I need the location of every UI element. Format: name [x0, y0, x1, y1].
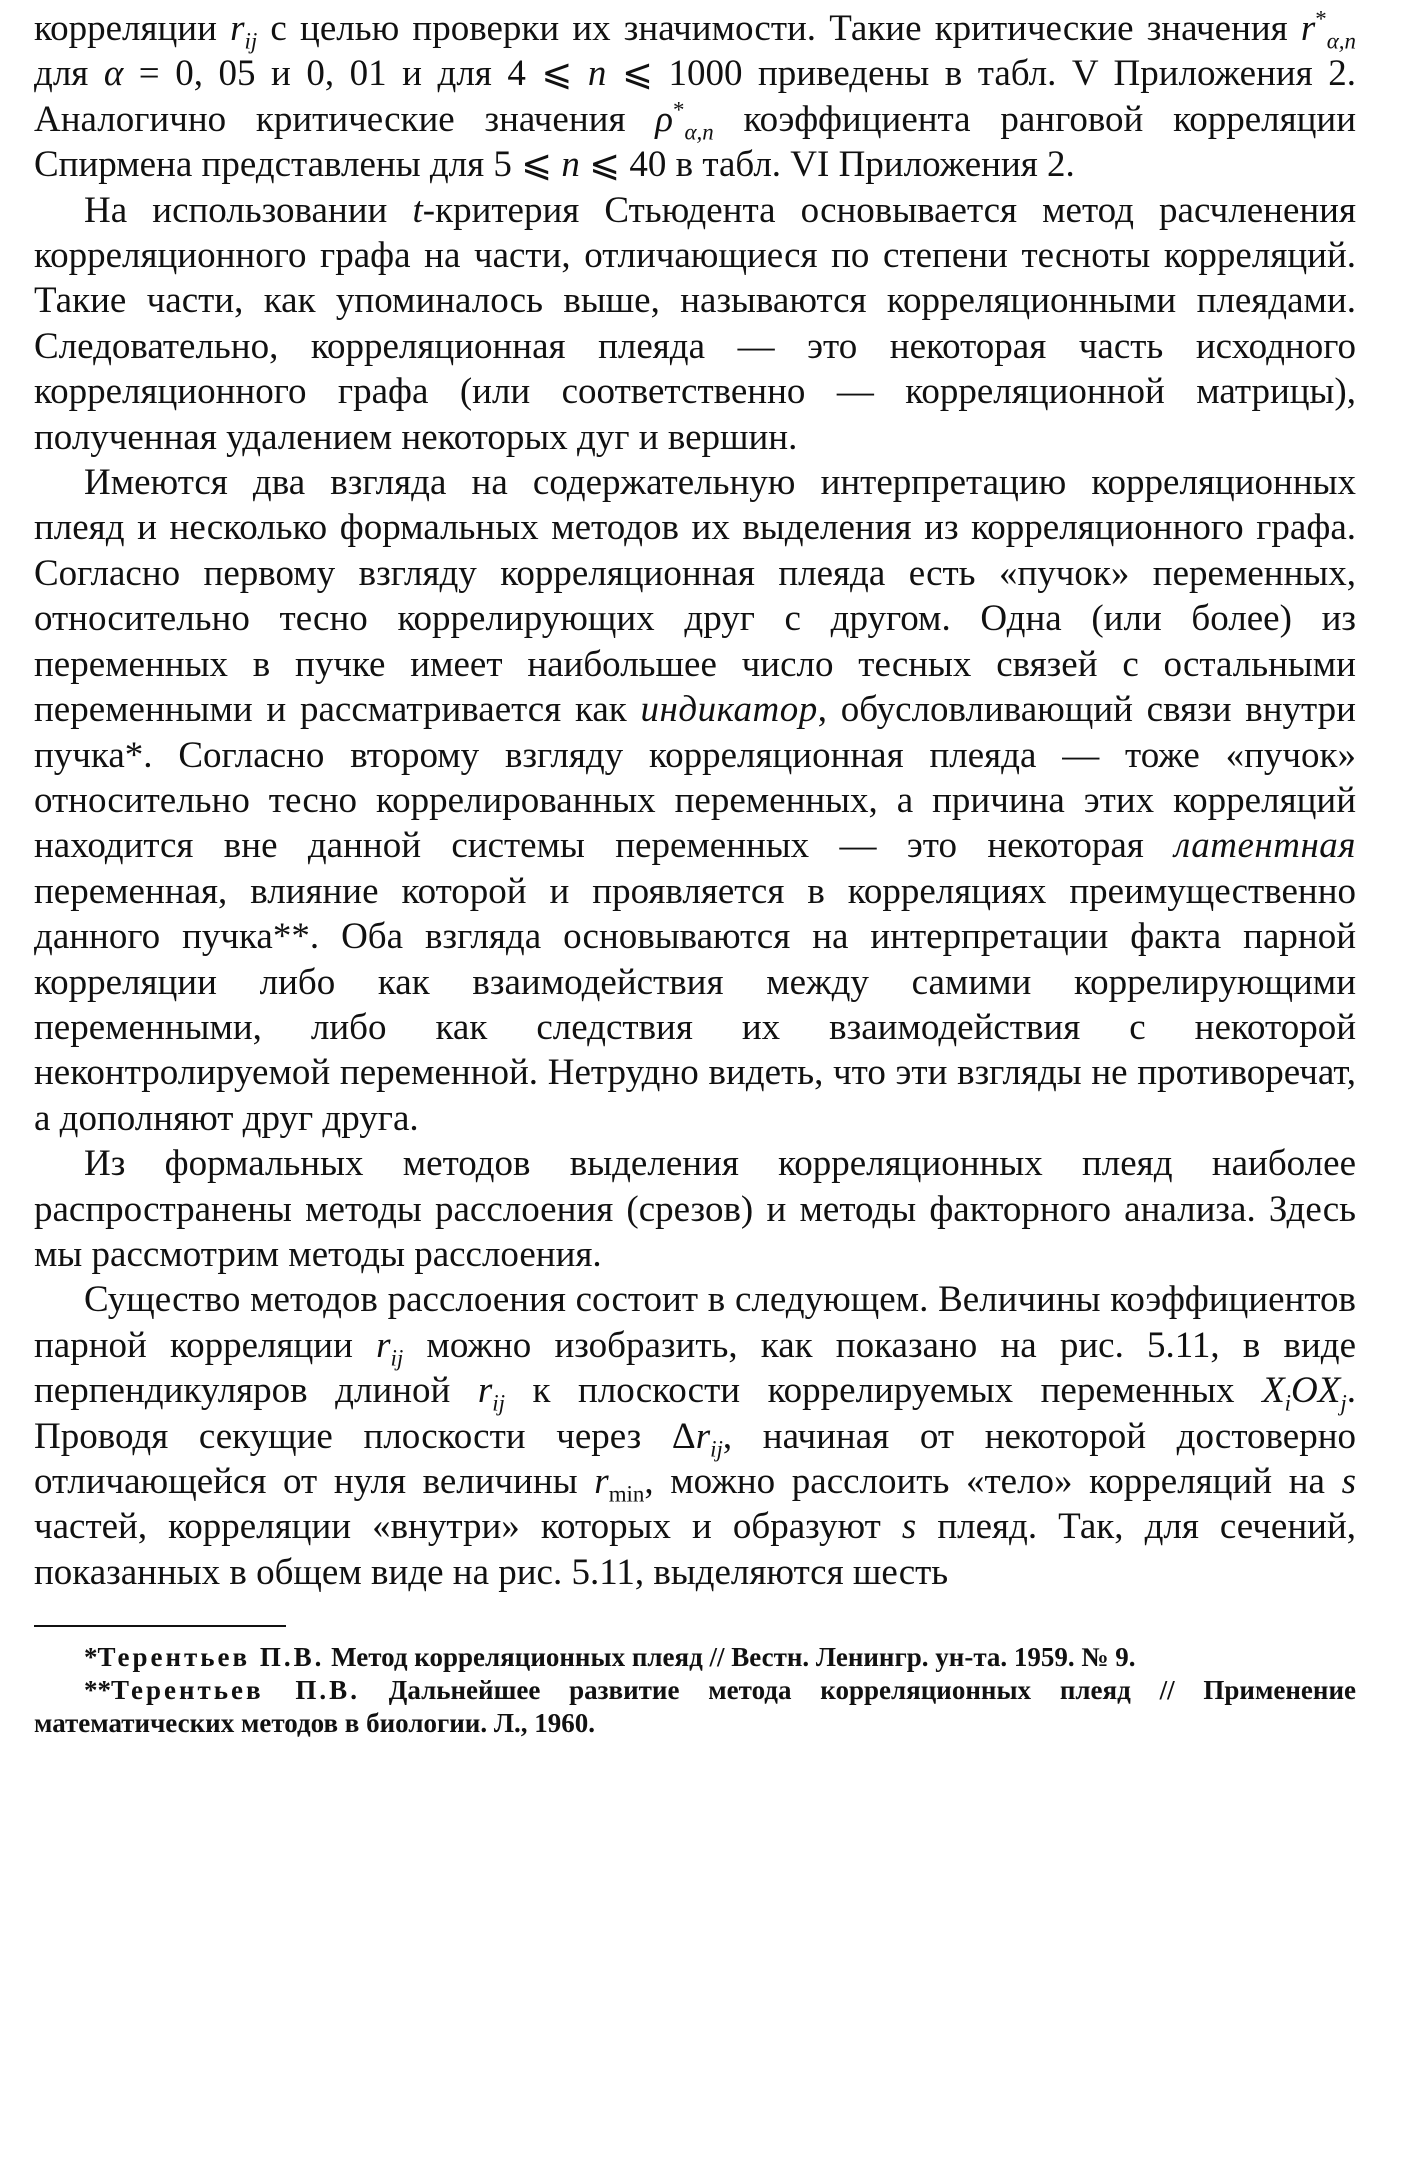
footnote-text: Дальнейшее развитие метода корреляционных плеяд // Применение математических методов в биологии. Л., 1960. [34, 1675, 1357, 1739]
math-subscript: ij [390, 1345, 404, 1371]
text: -критерия Стьюдента основывается метод расчленения корреляционного графа на части, отличающиеся по степени тесноты корреляций. Такие части, как упоминалось выше, называются корреляционными плеядами. Следовательно, корреляционная плеяда — это некоторая часть исходного корреляционного графа (или соответственно — корреляционной матрицы), полученная удалением некоторых дуг и вершин. [34, 189, 1356, 458]
math-var: n [561, 144, 580, 186]
footnote-mark: * [84, 1642, 98, 1673]
paragraph-3 [34, 460, 1356, 1141]
text: коэффициента ранговой корреляции Спирмена представлены для 5 ⩽ [34, 98, 1357, 186]
paragraph-2 [34, 188, 1356, 460]
math-var: t [412, 189, 423, 231]
math-var: r [376, 1324, 391, 1366]
math-subscript: i [1284, 1390, 1292, 1416]
text: частей, корреляции «внутри» которых и образуют [34, 1506, 902, 1548]
text: для [34, 53, 104, 95]
text: На использовании [84, 189, 413, 231]
math-subscript: α,n [1326, 28, 1357, 54]
math-var: ρ [655, 98, 673, 140]
math-superscript: * [673, 97, 685, 123]
text: плеяд. Так, для сечений, показанных в общем виде на рис. 5.11, выделяются шесть [34, 1506, 1356, 1593]
footnote-separator [34, 1625, 286, 1627]
math-superscript: * [1315, 6, 1327, 32]
paragraph-5 [34, 1277, 1356, 1595]
math-subscript: ij [492, 1390, 506, 1416]
text: корреляции [34, 8, 231, 49]
math-subscript: α,n [684, 119, 714, 145]
footnote-author: Терентьев П.В. [111, 1675, 360, 1706]
text: = 0, 05 и 0, 01 и для 4 ⩽ [123, 53, 588, 95]
math-var: n [587, 53, 607, 95]
footnote-mark: ** [84, 1675, 111, 1706]
math-var: s [1341, 1461, 1357, 1502]
math-var: OX [1291, 1370, 1341, 1412]
math-subscript: ij [710, 1435, 723, 1461]
text: , обусловливающий связи внутри пучка*. Согласно второму взгляду корреляционная плеяда — тоже «пучок» относительно тесно коррелированных переменных, а причина этих корреляций находится вне данной системы переменных — это некоторая [34, 689, 1356, 867]
text: с целью проверки их значимости. Такие критические значения [257, 8, 1301, 49]
footnote-2 [34, 1674, 1356, 1740]
math-var: r [477, 1370, 493, 1412]
text: . Проводя секущие плоскости через Δ [34, 1370, 1356, 1457]
footnote-text: Метод корреляционных плеяд // Вестн. Ленингр. ун-та. 1959. № 9. [324, 1642, 1136, 1673]
math-subscript: ij [244, 28, 258, 54]
text: Имеются два взгляда на содержательную интерпретацию корреляционных плеяд и несколько формальных методов их выделения из корреляционного графа. Согласно первому взгляду корреляционная плеяда есть «пучок» переменных, относительно тесно коррелирующих друг с другом. Одна (или более) из переменных в пучке имеет наибольшее число тесных связей с остальными переменными и рассматривается как [34, 462, 1356, 731]
math-var: r [695, 1415, 711, 1457]
text: к плоскости коррелируемых переменных [505, 1370, 1263, 1412]
text: ⩽ 1000 приведены в табл. V Приложения 2. Аналогично критические значения [34, 53, 1356, 140]
paragraph-1 [34, 6, 1356, 188]
paragraph-4 [34, 1141, 1356, 1277]
footnote-1 [34, 1641, 1356, 1674]
math-subscript: j [1340, 1390, 1347, 1416]
emphasized-term: индикатор [640, 689, 818, 731]
text: ⩽ 40 в табл. VI Приложения 2. [579, 144, 1075, 186]
math-var: r [230, 8, 245, 49]
math-var: X [1262, 1370, 1285, 1412]
text: Существо методов расслоения состоит в следующем. Величины коэффициентов парной корреляции [34, 1279, 1356, 1366]
text: переменная, влияние которой и проявляется в корреляциях преимущественно данного пучка**. Оба взгляда основываются на интерпретации факта парной корреляции либо как взаимодействия между самими коррелирующими переменными, либо как следствия их взаимодействия с некоторой неконтролируемой переменной. Нетрудно видеть, что эти взгляды не противоречат, а дополняют друг друга. [34, 870, 1356, 1139]
math-subscript: min [608, 1481, 645, 1507]
math-var: r [1300, 8, 1316, 49]
math-var: α [103, 53, 124, 95]
text: можно изобразить, как показано на рис. 5.11, в виде перпендикуляров длиной [34, 1324, 1356, 1412]
page-body [34, 6, 1356, 1740]
emphasized-term: латентная [1174, 825, 1356, 867]
text: Из формальных методов выделения корреляционных плеяд наиболее распространены методы расслоения (срезов) и методы факторного анализа. Здесь мы рассмотрим методы расслоения. [34, 1143, 1356, 1275]
math-var: r [594, 1461, 609, 1502]
text: , можно расслоить «тело» корреляций на [644, 1461, 1342, 1502]
text: , начиная от некоторой достоверно отличающейся от нуля величины [34, 1415, 1357, 1502]
footnote-author: Терентьев П.В. [97, 1642, 325, 1673]
math-var: s [901, 1506, 917, 1548]
